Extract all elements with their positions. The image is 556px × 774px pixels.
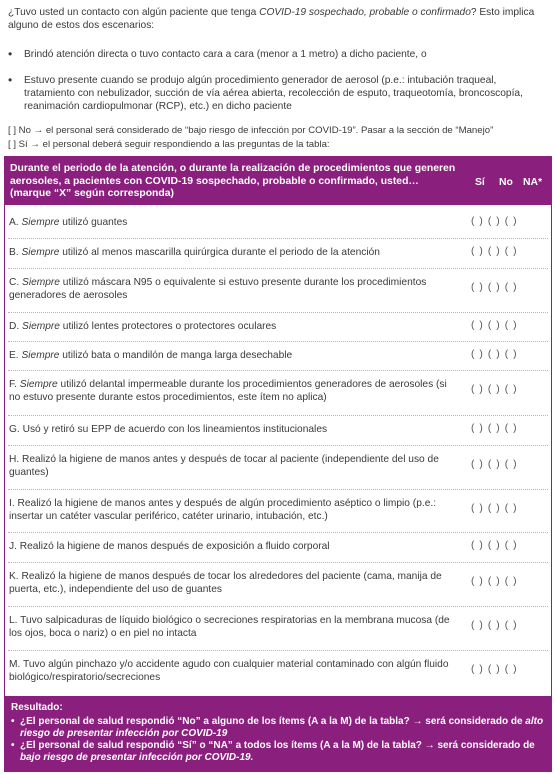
- answer-checkboxes[interactable]: ( ) ( ) ( ): [471, 423, 518, 434]
- option-no[interactable]: [ ] No → el personal será considerado de “bajo riesgo de infección por COVID-19”. Pasar a la sección de “Manejo”: [8, 125, 494, 136]
- table-row-text: [9, 378, 457, 404]
- row-letter: F.: [9, 379, 17, 390]
- row-divider: [8, 238, 548, 239]
- table-row-text: [9, 349, 457, 362]
- row-letter: D.: [9, 321, 20, 332]
- table-row-text: [9, 570, 457, 596]
- row-divider: [8, 606, 548, 607]
- table-row-text: [9, 320, 457, 333]
- result-item-1-risk: alto riesgo de presentar infección por COVID-19: [20, 716, 544, 739]
- answer-checkboxes[interactable]: ( ) ( ) ( ): [471, 459, 518, 470]
- row-description: utilizó bata o mandilón de manga larga desechable: [59, 350, 293, 361]
- row-description: Tuvo salpicaduras de líquido biológico o secreciones respiratorias en la membrana mucosa (de los ojos, boca o nariz) o en piel no intacta: [9, 615, 450, 639]
- result-item-2-text: ¿El personal de salud respondió “Sí” o “NA” a todos los ítems (A a la M) de la tabla? → será considerado de: [20, 740, 535, 751]
- table-row-text: [9, 216, 457, 229]
- row-letter: K.: [9, 571, 19, 582]
- row-description: utilizó lentes protectores o protectores oculares: [59, 321, 277, 332]
- row-letter: C.: [9, 277, 20, 288]
- result-title: Resultado:: [11, 702, 63, 713]
- row-divider: [8, 370, 548, 371]
- intro-question: [8, 6, 548, 32]
- row-letter: M.: [9, 659, 21, 670]
- col-no: No: [499, 177, 513, 188]
- row-description: Usó y retiró su EPP de acuerdo con los lineamientos institucionales: [22, 424, 328, 435]
- result-box: [5, 696, 551, 771]
- row-description: utilizó delantal impermeable durante los procedimientos generadores de aerosoles (si no estuvo presente durante estos procedimientos, este ítem no aplica): [9, 379, 447, 403]
- row-letter: A.: [9, 217, 19, 228]
- row-divider: [8, 650, 548, 651]
- intro-text-1: ¿Tuvo usted un contacto con algún paciente que tenga: [8, 7, 260, 18]
- bullet-dot: •: [11, 740, 15, 751]
- table-header: [5, 157, 551, 205]
- row-italic: Siempre: [19, 379, 58, 390]
- table-header-title: Durante el periodo de la atención, o durante la realización de procedimientos que generen aerosoles, a pacientes con COVID-19 sospechado, probable o confirmado, usted… (marque “X” según corresponda): [10, 163, 456, 199]
- row-letter: H.: [9, 454, 20, 465]
- table-row-text: [9, 423, 457, 436]
- table-row-text: [9, 497, 457, 523]
- row-divider: [8, 268, 548, 269]
- answer-checkboxes[interactable]: ( ) ( ) ( ): [471, 216, 518, 227]
- result-item-2-risk: bajo riesgo de presentar infección por COVID-19.: [20, 751, 254, 763]
- result-item-1-text: ¿El personal de salud respondió “No” a alguno de los ítems (A a la M) de la tabla? → será considerado de: [20, 716, 526, 727]
- row-italic: Siempre: [22, 321, 60, 332]
- answer-checkboxes[interactable]: ( ) ( ) ( ): [471, 576, 518, 587]
- bullet-dot: •: [8, 47, 13, 61]
- row-letter: L.: [9, 615, 18, 626]
- row-letter: I.: [9, 498, 15, 509]
- scenario-text-1: Brindó atención directa o tuvo contacto cara a cara (menor a 1 metro) a dicho paciente, o: [24, 49, 427, 60]
- answer-checkboxes[interactable]: ( ) ( ) ( ): [471, 540, 518, 551]
- answer-checkboxes[interactable]: ( ) ( ) ( ): [471, 503, 518, 514]
- row-divider: [8, 489, 548, 490]
- answer-checkboxes[interactable]: ( ) ( ) ( ): [471, 620, 518, 631]
- bullet-dot: •: [8, 73, 13, 87]
- row-letter: G.: [9, 424, 20, 435]
- answer-checkboxes[interactable]: ( ) ( ) ( ): [471, 349, 518, 360]
- row-description: Realizó la higiene de manos después de exposición a fluido corporal: [19, 541, 330, 552]
- row-divider: [8, 312, 548, 313]
- row-divider: [8, 341, 548, 342]
- col-si: Sí: [475, 177, 485, 188]
- row-description: utilizó guantes: [59, 217, 128, 228]
- row-italic: Siempre: [21, 247, 60, 258]
- row-letter: B.: [9, 247, 19, 258]
- row-divider: [8, 445, 548, 446]
- answer-checkboxes[interactable]: ( ) ( ) ( ): [471, 320, 518, 331]
- row-description: Tuvo algún pinchazo y/o accidente agudo con cualquier material contaminado con algún fluido biológico/respiratorio/secreciones: [9, 659, 449, 683]
- row-italic: Siempre: [22, 277, 60, 288]
- table-row-text: [9, 614, 457, 640]
- answer-checkboxes[interactable]: ( ) ( ) ( ): [471, 384, 518, 395]
- row-letter: J.: [9, 541, 17, 552]
- row-description: utilizó al menos mascarilla quirúrgica durante el periodo de la atención: [59, 247, 380, 258]
- row-description: Realizó la higiene de manos después de tocar los alrededores del paciente (cama, manija de puerta, etc.), independiente del uso de guantes: [9, 571, 442, 595]
- table-row-text: [9, 453, 457, 479]
- row-italic: Siempre: [21, 217, 60, 228]
- answer-checkboxes[interactable]: ( ) ( ) ( ): [471, 246, 518, 257]
- table-row-text: [9, 658, 457, 684]
- table-row-text: [9, 276, 457, 302]
- row-description: utilizó máscara N95 o equivalente si estuvo presente durante los procedimientos generadores de aerosoles: [9, 277, 427, 301]
- option-si[interactable]: [ ] Sí → el personal deberá seguir respondiendo a las preguntas de la tabla:: [8, 139, 330, 150]
- row-divider: [8, 562, 548, 563]
- row-divider: [8, 415, 548, 416]
- row-letter: E.: [9, 350, 19, 361]
- row-description: Realizó la higiene de manos antes y después de tocar al paciente (independiente del uso de guantes): [9, 454, 439, 478]
- intro-text-italic: COVID-19 sospechado, probable o confirmado: [259, 7, 471, 18]
- answer-checkboxes[interactable]: ( ) ( ) ( ): [471, 664, 518, 675]
- bullet-dot: •: [11, 716, 15, 727]
- table-row-text: [9, 540, 457, 553]
- table-row-text: [9, 246, 457, 259]
- scenario-text-2: Estuvo presente cuando se produjo algún procedimiento generador de aerosol (p.e.: intubación traqueal, tratamiento con nebulizador, succión de vía aérea abierta, recolección de esputo, traqueotomía, broncoscopía, reanimación cardiopulmonar (RCP), etc.) en dicho paciente: [24, 75, 523, 112]
- col-na: NA*: [523, 177, 543, 188]
- row-divider: [8, 532, 548, 533]
- row-italic: Siempre: [21, 350, 60, 361]
- answer-checkboxes[interactable]: ( ) ( ) ( ): [471, 282, 518, 293]
- row-description: Realizó la higiene de manos antes y después de algún procedimiento aséptico o limpio (p.e.: insertar un catéter vascular periférico, catéter urinario, intubación, etc.): [9, 498, 437, 522]
- intro-text-3: ? Esto implica alguno de estos dos escenarios:: [8, 7, 535, 31]
